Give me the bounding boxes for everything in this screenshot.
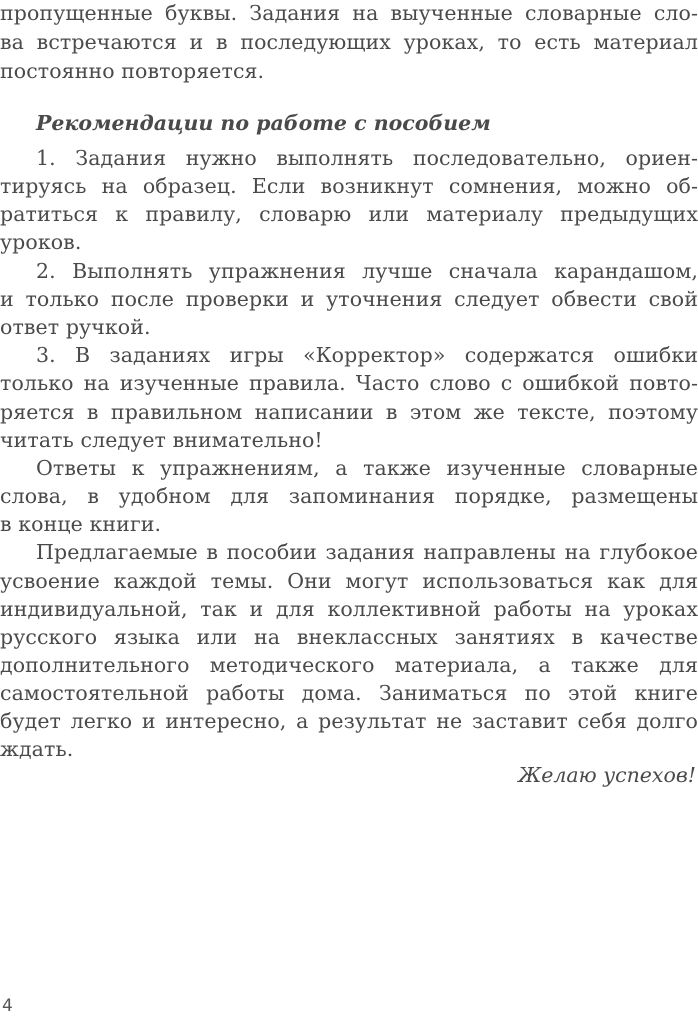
text-line: 1. Задания нужно выполнять последовательно, ориен-	[36, 146, 698, 170]
text-line: в конце книги.	[0, 512, 162, 536]
text-line: 2. Выполнять упражнения лучше сначала карандашом,	[36, 259, 698, 283]
text-line: ответ ручкой.	[0, 315, 151, 339]
section-heading: Рекомендации по работе с пособием	[36, 111, 491, 135]
text-line: пропущенные буквы. Задания на выученные словарные сло-	[0, 1, 698, 25]
page-number: 4	[2, 996, 13, 1016]
text-line: ратиться к правилу, словарю или материалу предыдущих	[0, 202, 698, 226]
text-line: русского языка или на внеклассных занятиях в качестве	[0, 625, 698, 649]
text-line: Предлагаемые в пособии задания направлены на глубокое	[36, 540, 698, 564]
text-line: только на изученные правила. Часто слово с ошибкой повто-	[0, 371, 698, 395]
text-line: читать следует внимательно!	[0, 428, 323, 452]
signoff: Желаю успехов!	[518, 763, 696, 787]
text-line: будет легко и интересно, а результат не заставит себя долго	[0, 709, 698, 733]
text-line: ждать.	[0, 737, 74, 761]
text-line: усвоение каждой темы. Они могут использоваться как для	[0, 569, 698, 593]
text-line: индивидуальной, так и для коллективной работы на уроках	[0, 597, 698, 621]
text-line: постоянно повторяется.	[0, 59, 265, 83]
text-line: слова, в удобном для запоминания порядке, размещены	[0, 484, 698, 508]
text-line: и только после проверки и уточнения следует обвести свой	[0, 287, 698, 311]
text-line: дополнительного методического материала, а также для	[0, 653, 698, 677]
text-line: ва встречаются и в последующих уроках, то есть материал	[0, 30, 698, 54]
text-line: ряется в правильном написании в этом же тексте, поэтому	[0, 400, 698, 424]
text-line: Ответы к упражнениям, а также изученные словарные	[36, 456, 698, 480]
text-line: 3. В заданиях игры «Корректор» содержатся ошибки	[36, 343, 698, 367]
text-line: самостоятельной работы дома. Заниматься по этой книге	[0, 681, 698, 705]
text-line: уроков.	[0, 230, 82, 254]
text-line: тируясь на образец. Если возникнут сомнения, можно об-	[0, 174, 698, 198]
